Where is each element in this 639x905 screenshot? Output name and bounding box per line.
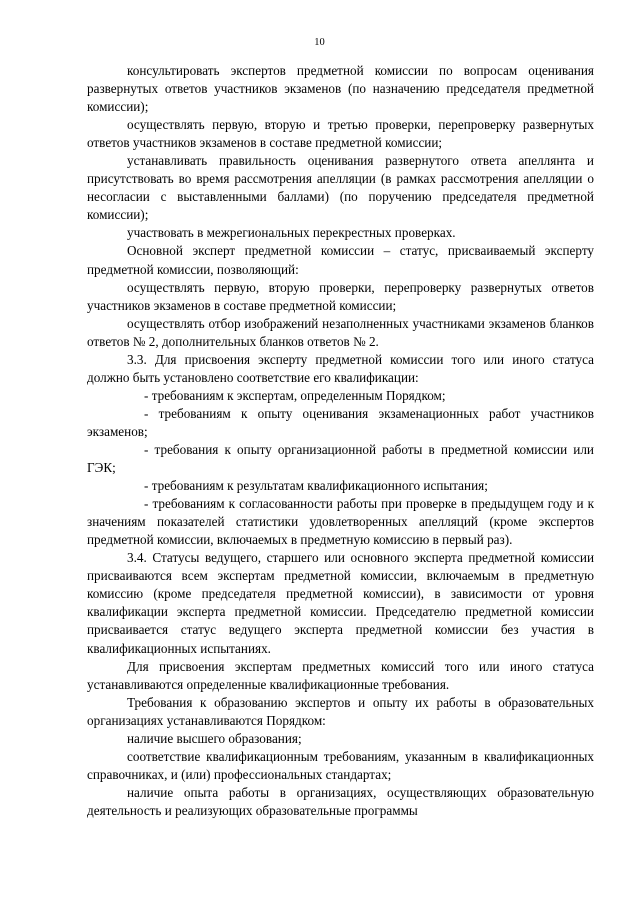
paragraph: соответствие квалификационным требованиям, указанным в квалификационных справочниках, и (или) профессиональных стандартах; bbox=[87, 748, 594, 782]
paragraph: Для присвоения экспертам предметных комиссий того или иного статуса устанавливаются определенные квалификационные требования. bbox=[87, 658, 594, 692]
list-item: - требованиям к экспертам, определенным Порядком; bbox=[144, 387, 446, 403]
paragraph: консультировать экспертов предметной комиссии по вопросам оценивания развернутых ответов участников экзаменов (по назначению председателя предметной комиссии); bbox=[87, 63, 594, 115]
paragraph: устанавливать правильность оценивания развернутого ответа апеллянта и присутствовать во время рассмотрения апелляции (в рамках рассмотрения апелляции о несогласии с выставленными баллами) (по поручению председателя предметной комиссии); bbox=[87, 153, 594, 223]
paragraph: наличие высшего образования; bbox=[127, 730, 302, 746]
paragraph: Требования к образованию экспертов и опыту их работы в образовательных организациях устанавливаются Порядком: bbox=[87, 694, 594, 728]
paragraph: 3.4. Статусы ведущего, старшего или основного эксперта предметной комиссии присваиваются всем экспертам предметной комиссии, включаемым в предметную комиссию (кроме председателя предметной комиссии), в зависимости от уровня квалификации эксперта предметной комиссии. Председателю предметной комиссии присваивается статус ведущего эксперта предметной комиссии без участия в квалификационных испытаниях. bbox=[87, 550, 594, 656]
paragraph: осуществлять отбор изображений незаполненных участниками экзаменов бланков ответов № 2, дополнительных бланков ответов № 2. bbox=[87, 315, 594, 349]
paragraph: участвовать в межрегиональных перекрестных проверках. bbox=[127, 225, 456, 241]
paragraph: осуществлять первую, вторую и третью проверки, перепроверку развернутых ответов участников экзаменов в составе предметной комиссии; bbox=[87, 117, 594, 151]
paragraph: осуществлять первую, вторую проверки, перепроверку развернутых ответов участников экзаменов в составе предметной комиссии; bbox=[87, 279, 594, 313]
list-item: - требования к опыту организационной работы в предметной комиссии или ГЭК; bbox=[87, 441, 594, 476]
list-item: - требованиям к согласованности работы при проверке в предыдущем году и к значениям показателей статистики удовлетворенных апелляций (кроме экспертов предметной комиссии, включаемых в предметную комиссию в первый раз). bbox=[87, 496, 594, 548]
list-item: - требованиям к результатам квалификационного испытания; bbox=[144, 478, 488, 494]
list-item: - требованиям к опыту оценивания экзаменационных работ участников экзаменов; bbox=[87, 405, 594, 439]
page-number: 10 bbox=[314, 37, 325, 48]
paragraph: наличие опыта работы в организациях, осуществляющих образовательную деятельность и реализующих образовательные программы bbox=[87, 784, 594, 818]
paragraph: Основной эксперт предметной комиссии – статус, присваиваемый эксперту предметной комиссии, позволяющий: bbox=[87, 243, 594, 277]
paragraph: 3.3. Для присвоения эксперту предметной комиссии того или иного статуса должно быть установлено соответствие его квалификации: bbox=[87, 351, 594, 385]
document-body bbox=[87, 62, 594, 820]
